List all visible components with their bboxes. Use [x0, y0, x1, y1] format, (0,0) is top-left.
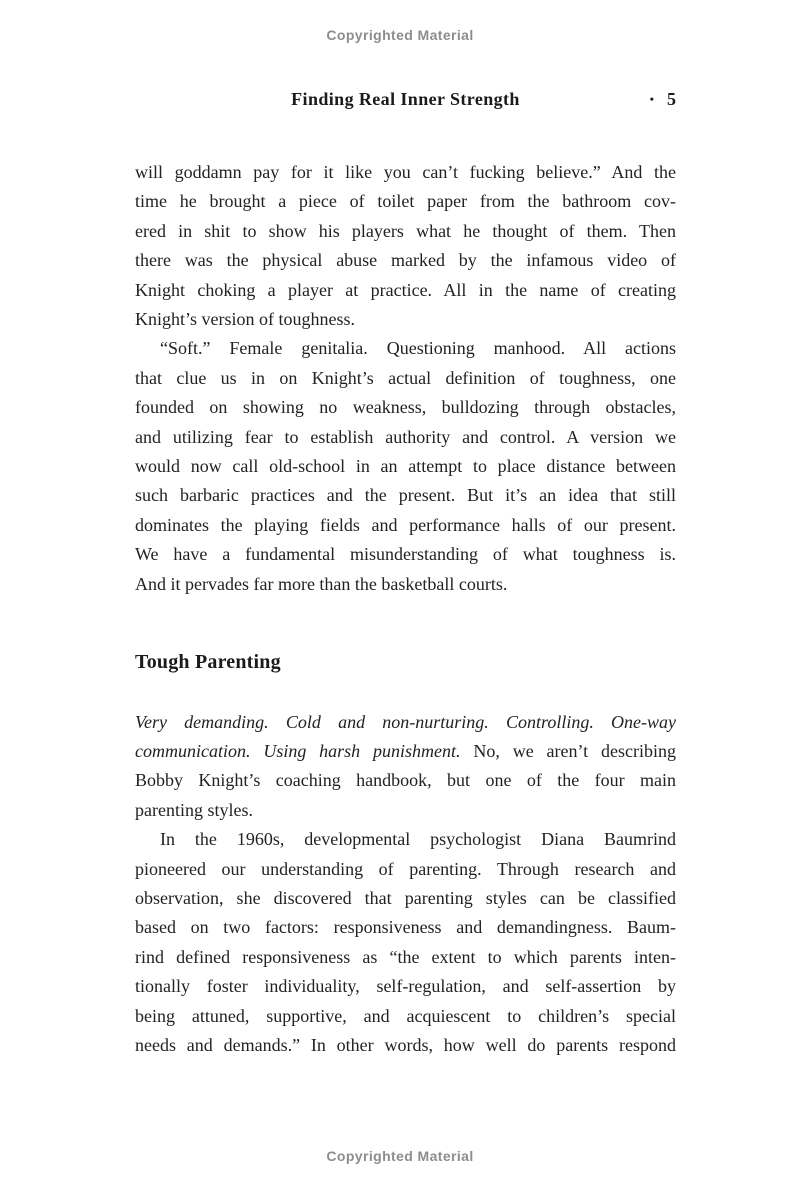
page-number-area [650, 88, 676, 110]
text-line: Knight’s version of toughness. [135, 309, 355, 330]
text-line: And it pervades far more than the basketball courts. [135, 573, 508, 594]
running-header-title: Finding Real Inner Strength [291, 89, 520, 109]
text-line: Knight choking a player at practice. All in the name of creating [135, 279, 676, 300]
paragraph [135, 158, 676, 334]
bullet-separator: • [649, 91, 654, 106]
text-line: We have a fundamental misunderstanding of what toughness is. [135, 544, 676, 565]
paragraph [135, 708, 676, 826]
text-line: based on two factors: responsiveness and demandingness. Baum- [135, 917, 676, 938]
text-line: “Soft.” Female genitalia. Questioning manhood. All actions [160, 338, 676, 359]
text-line: that clue us in on Knight’s actual definition of toughness, one [135, 367, 676, 388]
text-line: Very demanding. Cold and non-nurturing. Controlling. One-way [135, 711, 676, 732]
running-header [135, 88, 676, 110]
text-line: such barbaric practices and the present. But it’s an idea that still [135, 485, 676, 506]
text-line: In the 1960s, developmental psychologist Diana Baumrind [160, 829, 676, 850]
text-line: needs and demands.” In other words, how well do parents respond [135, 1034, 676, 1055]
body-text [135, 158, 676, 1060]
text-line: dominates the playing fields and performance halls of our present. [135, 514, 676, 535]
paragraph [135, 334, 676, 599]
text-line: Bobby Knight’s coaching handbook, but one of the four main [135, 770, 676, 791]
text-line: time he brought a piece of toilet paper from the bathroom cov- [135, 191, 676, 212]
page-number: 5 [667, 88, 676, 109]
text-line: communication. Using harsh punishment. No, we aren’t describing [135, 740, 676, 761]
text-line: tionally foster individuality, self-regulation, and self-assertion by [135, 976, 676, 997]
section-heading: Tough Parenting [135, 651, 281, 674]
top-copyright-notice: Copyrighted Material [326, 27, 474, 43]
paragraph [135, 825, 676, 1060]
text-line: being attuned, supportive, and acquiescent to children’s special [135, 1005, 676, 1026]
text-line: will goddamn pay for it like you can’t fucking believe.” And the [135, 162, 676, 182]
bottom-copyright-notice: Copyrighted Material [326, 1148, 474, 1164]
text-line: and utilizing fear to establish authority and control. A version we [135, 426, 676, 447]
text-line: parenting styles. [135, 799, 253, 820]
text-line: would now call old-school in an attempt to place distance between [135, 456, 676, 477]
text-line: ered in shit to show his players what he thought of them. Then [135, 220, 676, 241]
text-line: there was the physical abuse marked by the infamous video of [135, 250, 676, 271]
text-line: rind defined responsiveness as “the extent to which parents inten- [135, 946, 676, 967]
text-line: pioneered our understanding of parenting. Through research and [135, 858, 676, 879]
text-line: observation, she discovered that parenting styles can be classified [135, 887, 676, 908]
text-line: founded on showing no weakness, bulldozing through obstacles, [135, 397, 676, 418]
